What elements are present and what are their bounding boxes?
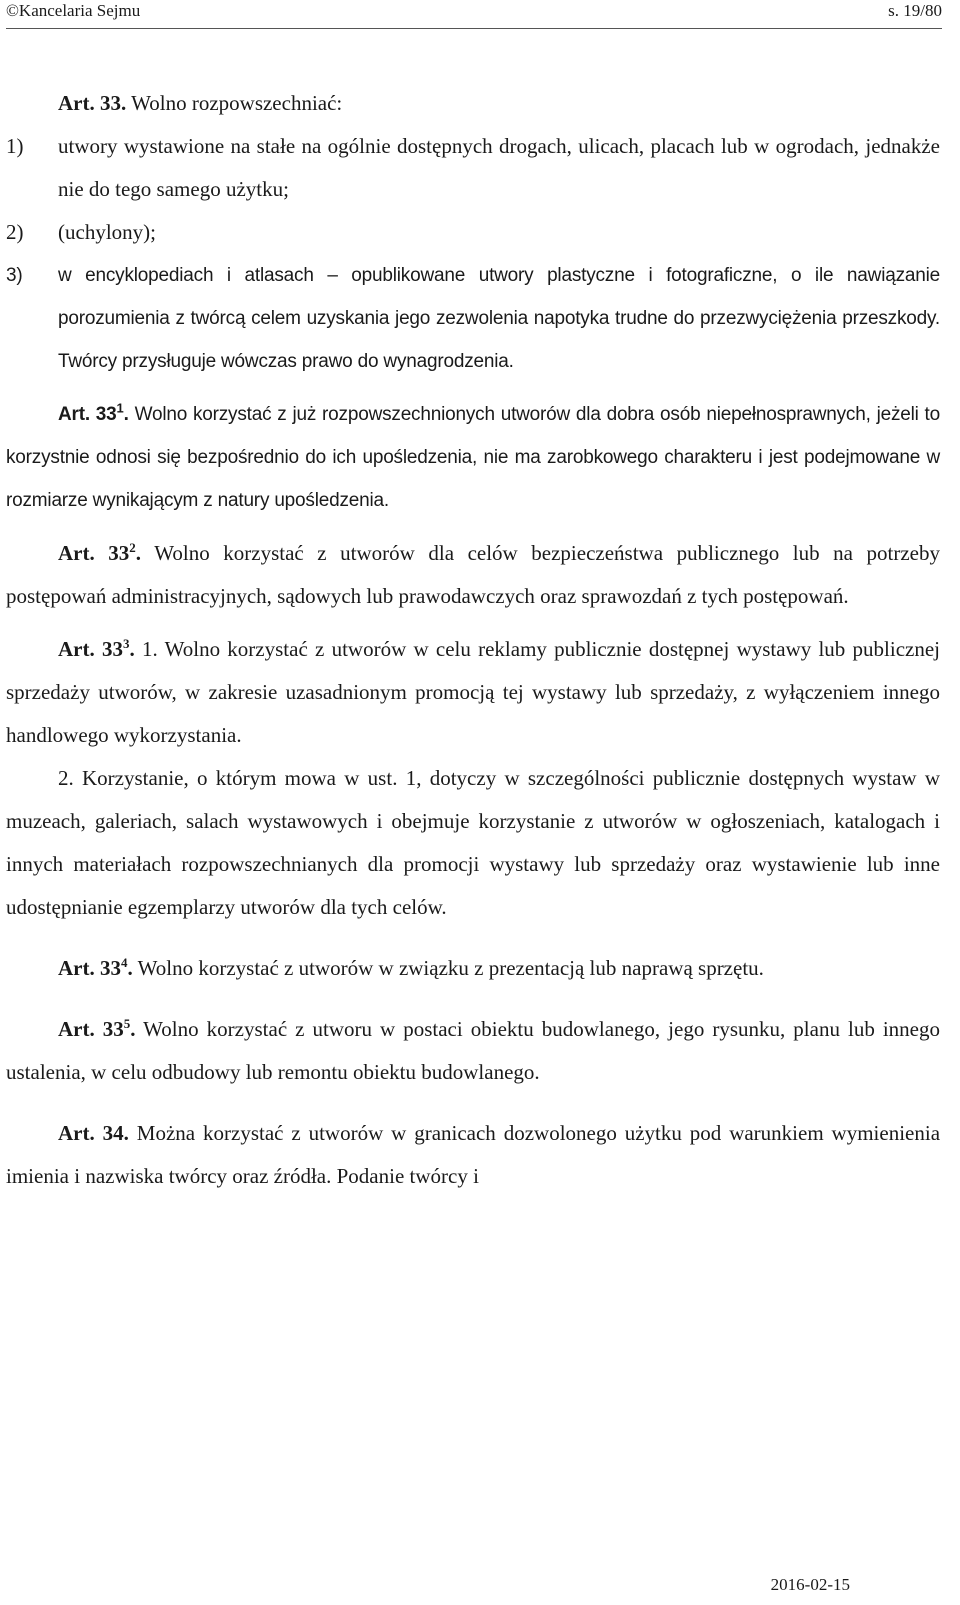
item-text: utwory wystawione na stałe na ogólnie dostępnych drogach, ulicach, placach lub w ogrodach, jednakże nie do tego samego użytku; [58,134,940,201]
article-label: Art. $33^4$. [58,955,133,980]
article-text: Wolno korzystać z utworu w postaci obiektu budowlanego, jego rysunku, planu lub innego ustalenia, w celu odbudowy lub remontu obiektu budowlanego. [6,1017,941,1084]
art-33-1-paragraph [6,393,940,522]
article-superscript: 4 [120,955,128,970]
art-33-3-paragraph-1 [6,628,940,757]
page-header [6,0,942,29]
art-33-label: Art. 33. [58,91,127,115]
item-text: (uchylony); [58,220,156,244]
item-text: w encyklopediach i atlasach – opublikowane utwory plastyczne i fotograficzne, o ile nawiązanie porozumienia z twórcą celem uzyskania jego zezwolenia napotyka trudne do przezwyciężenia przeszkody. Twórcy przysługuje wówczas prawo do wynagrodzenia. [58,265,940,372]
art-33-3-paragraph-2: 2. Korzystanie, o którym mowa w ust. 1, dotyczy w szczególności publicznie dostępnych wystaw w muzeach, galeriach, salach wystawowych i obejmuje korzystanie z utworów w ogłoszeniach, katalogach i innych materiałach rozpowszechnianych dla promocji wystawy lub sprzedaży oraz wystawienie lub inne udostępnianie egzemplarzy utworów dla tych celów. [6,766,940,919]
article-superscript: 1 [116,400,124,416]
article-label: Art. $33^5$. [58,1016,136,1041]
art-33-heading [6,82,940,125]
art-33-intro: Wolno rozpowszechniać: [131,91,343,115]
art-33-4-paragraph [6,947,940,990]
article-label: Art. $33^1$. [58,400,129,425]
header-page-number: s. 19/80 [888,1,942,20]
footer-date: 2016-02-15 [770,1575,850,1594]
item-number: 2) [6,220,24,244]
article-text: Wolno korzystać z utworów w związku z prezentacją lub naprawą sprzętu. [137,956,764,980]
article-superscript: 5 [123,1016,131,1031]
article-text: Wolno korzystać z utworów dla celów bezpieczeństwa publicznego lub na potrzeby postępowań administracyjnych, sądowych lub prawodawczych oraz sprawozdań z tych postępowań. [6,541,941,608]
article-superscript: 2 [129,540,136,555]
article-superscript: 3 [122,636,130,651]
article-label: Art. 34. [58,1121,129,1145]
article-label: Art. $33^2$. [58,540,142,565]
art-33-item-1 [6,125,940,211]
article-text: Można korzystać z utworów w granicach dozwolonego użytku pod warunkiem wymienienia imienia i nazwiska twórcy oraz źródła. Podanie twórcy i [6,1121,941,1188]
art-33-item-2 [6,211,940,254]
article-text: 1. Wolno korzystać z utworów w celu reklamy publicznie dostępnej wystawy lub publicznej sprzedaży utworów, w zakresie uzasadnionym promocją tej wystawy lub sprzedaży, z wyłączeniem innego handlowego wykorzystania. [6,637,941,747]
article-label: Art. $33^3$. [58,636,135,661]
document-body [6,82,940,1198]
item-number: 3) [6,265,23,286]
item-number: 1) [6,134,24,158]
art-33-5-paragraph [6,1008,940,1094]
art-33-2-paragraph [6,532,940,618]
header-publisher: ©Kancelaria Sejmu [6,1,141,20]
art-33-item-3 [6,254,940,383]
art-34-paragraph [6,1112,940,1198]
article-text: Wolno korzystać z już rozpowszechnionych utworów dla dobra osób niepełnosprawnych, jeżeli to korzystnie odnosi się bezpośrednio do ich upośledzenia, nie ma zarobkowego charakteru i jest podejmowane w rozmiarze wynikającym z natury upośledzenia. [6,404,940,511]
